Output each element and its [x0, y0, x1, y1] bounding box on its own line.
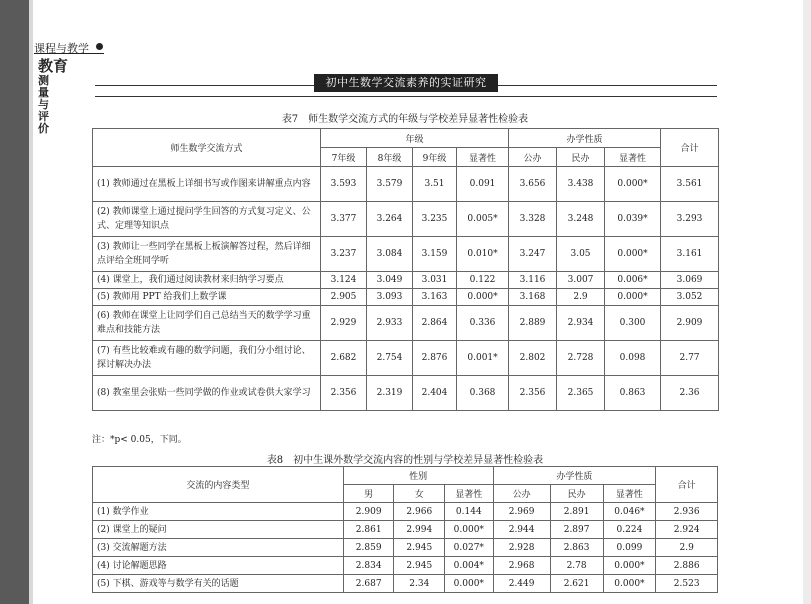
- table7-cell: 3.052: [661, 289, 719, 306]
- table7-cell: 3.293: [661, 202, 719, 237]
- table7-cell: 0.001*: [457, 341, 509, 376]
- table7-cell: 3.248: [557, 202, 605, 237]
- table7-cell: 2.319: [367, 376, 413, 411]
- table7-cell: 3.161: [661, 237, 719, 272]
- table7-cell: 0.300: [605, 306, 661, 341]
- table7-row: [93, 272, 719, 289]
- table8-cell: 2.897: [550, 521, 603, 539]
- table7-cell: 0.091: [457, 167, 509, 202]
- table7-cell: 2.356: [321, 376, 367, 411]
- table7-cell: 3.05: [557, 237, 605, 272]
- table8-subheader: 显著性: [603, 485, 656, 503]
- banner-underline: [95, 96, 717, 97]
- table7-cell: 3.438: [557, 167, 605, 202]
- table8-cell: 2.994: [394, 521, 445, 539]
- table8-cell: 2.523: [656, 575, 718, 593]
- table8-cell: 0.027*: [445, 539, 493, 557]
- table7-row-label: (6) 教师在课堂上让同学们自己总结当天的数学学习重难点和技能方法: [93, 306, 321, 341]
- table7-cell: 3.093: [367, 289, 413, 306]
- table8-gender-group: 性别: [343, 467, 493, 485]
- table7-subheader: 9年级: [413, 148, 457, 167]
- table7-cell: 3.007: [557, 272, 605, 289]
- table8-cell: 2.861: [343, 521, 394, 539]
- table7-cell: 3.377: [321, 202, 367, 237]
- table7-cell: 0.006*: [605, 272, 661, 289]
- table7-school-group: 办学性质: [509, 129, 661, 148]
- table7-caption: 表7 师生数学交流方式的年级与学校差异显著性检验表: [281, 114, 529, 125]
- article-banner: [95, 74, 717, 92]
- table7-note: 注：*p< 0.05，下同。: [92, 435, 187, 445]
- table7-row-label: (8) 教室里会张贴一些同学做的作业或试卷供大家学习: [93, 376, 321, 411]
- table8-total-header: 合计: [656, 467, 718, 503]
- table7-cell: 2.36: [661, 376, 719, 411]
- table8-main-header: 交流的内容类型: [93, 467, 344, 503]
- table7-row-label: (2) 教师课堂上通过提问学生回答的方式复习定义、公式、定理等知识点: [93, 202, 321, 237]
- table7-cell: 2.933: [367, 306, 413, 341]
- table7-cell: 0.000*: [605, 237, 661, 272]
- table8-cell: 2.891: [550, 503, 603, 521]
- table7-cell: 0.336: [457, 306, 509, 341]
- table7-cell: 2.682: [321, 341, 367, 376]
- table8-subheader: 女: [394, 485, 445, 503]
- table7-grade-group: 年级: [321, 129, 509, 148]
- table7-cell: 0.098: [605, 341, 661, 376]
- table7-row-label: (4) 课堂上，我们通过阅读教材来归纳学习要点: [93, 272, 321, 289]
- table8-cell: 0.000*: [445, 521, 493, 539]
- table8: [92, 466, 718, 593]
- table7-row: [93, 341, 719, 376]
- table8-cell: 2.945: [394, 557, 445, 575]
- table7-cell: 3.031: [413, 272, 457, 289]
- table8-cell: 0.144: [445, 503, 493, 521]
- table7-subheader: 7年级: [321, 148, 367, 167]
- table7-total-header: 合计: [661, 129, 719, 167]
- table8-subheader: 民办: [550, 485, 603, 503]
- table7-cell: 3.163: [413, 289, 457, 306]
- table8-cell: 2.969: [493, 503, 550, 521]
- table8-cell: 0.000*: [603, 557, 656, 575]
- running-header: 课程与教学: [34, 42, 89, 55]
- table8-cell: 0.046*: [603, 503, 656, 521]
- table8-cell: 2.886: [656, 557, 718, 575]
- table8-row-label: (3) 交流解题方法: [93, 539, 344, 557]
- viewer-right-gutter: [803, 0, 811, 604]
- table7-row: [93, 167, 719, 202]
- table8-cell: 2.863: [550, 539, 603, 557]
- table8-row: [93, 557, 718, 575]
- table7-cell: 3.069: [661, 272, 719, 289]
- table8-cell: 2.621: [550, 575, 603, 593]
- table7-cell: 3.235: [413, 202, 457, 237]
- table7-cell: 2.889: [509, 306, 557, 341]
- table7-cell: 0.039*: [605, 202, 661, 237]
- table8-cell: 2.936: [656, 503, 718, 521]
- table8-school-group: 办学性质: [493, 467, 656, 485]
- table8-cell: 2.966: [394, 503, 445, 521]
- article-title: 初中生数学交流素养的实证研究: [314, 74, 498, 92]
- table7-cell: 3.159: [413, 237, 457, 272]
- viewer-side-bar: [0, 0, 29, 604]
- table7-cell: 3.124: [321, 272, 367, 289]
- table7-row-label: (3) 教师让一些同学在黑板上板演解答过程，然后详细点评给全班同学听: [93, 237, 321, 272]
- table8-cell: 0.000*: [445, 575, 493, 593]
- table7-cell: 0.005*: [457, 202, 509, 237]
- table7-cell: 3.328: [509, 202, 557, 237]
- header-rule: [34, 53, 104, 54]
- table7-cell: 2.365: [557, 376, 605, 411]
- table7-cell: 3.247: [509, 237, 557, 272]
- table8-cell: 2.449: [493, 575, 550, 593]
- table8-cell: 2.968: [493, 557, 550, 575]
- table8-subheader: 公办: [493, 485, 550, 503]
- table8-row-label: (5) 下棋、游戏等与数学有关的话题: [93, 575, 344, 593]
- table7-cell: 0.000*: [457, 289, 509, 306]
- table7-cell: 2.754: [367, 341, 413, 376]
- table7-row: [93, 306, 719, 341]
- table7-cell: 2.77: [661, 341, 719, 376]
- table8-subheader: 显著性: [445, 485, 493, 503]
- table7-cell: 2.9: [557, 289, 605, 306]
- table8-cell: 0.000*: [603, 575, 656, 593]
- table7-cell: 3.593: [321, 167, 367, 202]
- table8-row: [93, 503, 718, 521]
- table7-cell: 3.579: [367, 167, 413, 202]
- table8-cell: 2.834: [343, 557, 394, 575]
- table8-row-label: (1) 数学作业: [93, 503, 344, 521]
- table8-row-label: (4) 讨论解题思路: [93, 557, 344, 575]
- table7-cell: 2.934: [557, 306, 605, 341]
- table7-cell: 2.802: [509, 341, 557, 376]
- table7-subheader: 显著性: [457, 148, 509, 167]
- table8-cell: 2.859: [343, 539, 394, 557]
- table7-row: [93, 289, 719, 306]
- table7-cell: 0.122: [457, 272, 509, 289]
- table7-cell: 2.864: [413, 306, 457, 341]
- table7-cell: 2.356: [509, 376, 557, 411]
- table8-row: [93, 539, 718, 557]
- table7-subheader: 显著性: [605, 148, 661, 167]
- table8-cell: 2.944: [493, 521, 550, 539]
- table7-cell: 3.51: [413, 167, 457, 202]
- table7-cell: 3.561: [661, 167, 719, 202]
- table8-cell: 0.224: [603, 521, 656, 539]
- table7-cell: 3.049: [367, 272, 413, 289]
- table8-cell: 2.945: [394, 539, 445, 557]
- table7-row: [93, 237, 719, 272]
- table7-cell: 0.863: [605, 376, 661, 411]
- table7-subheader: 民办: [557, 148, 605, 167]
- table7-cell: 2.929: [321, 306, 367, 341]
- table8-cell: 2.9: [656, 539, 718, 557]
- table8-cell: 2.34: [394, 575, 445, 593]
- table7-row-label: (7) 有些比较难或有趣的数学问题，我们分小组讨论、探讨解决办法: [93, 341, 321, 376]
- table7-cell: 0.010*: [457, 237, 509, 272]
- table8-cell: 2.928: [493, 539, 550, 557]
- journal-title-main: 教育: [38, 57, 69, 75]
- table8-subheader: 男: [343, 485, 394, 503]
- table7-subheader: 8年级: [367, 148, 413, 167]
- table8-caption: 表8 初中生课外数学交流内容的性别与学校差异显著性检验表: [266, 455, 544, 466]
- journal-side-title: [38, 58, 68, 135]
- table8-cell: 2.687: [343, 575, 394, 593]
- table7-cell: 3.264: [367, 202, 413, 237]
- page-edge: [29, 0, 33, 604]
- table7-cell: 0.368: [457, 376, 509, 411]
- table7-subheader: 公办: [509, 148, 557, 167]
- table7-cell: 3.168: [509, 289, 557, 306]
- table8-cell: 0.099: [603, 539, 656, 557]
- table7-cell: 3.237: [321, 237, 367, 272]
- table7-row-label: (1) 教师通过在黑板上详细书写或作图来讲解重点内容: [93, 167, 321, 202]
- table8-cell: 0.004*: [445, 557, 493, 575]
- table8-cell: 2.924: [656, 521, 718, 539]
- table8-cell: 2.909: [343, 503, 394, 521]
- table7-main-header: 师生数学交流方式: [93, 129, 321, 167]
- table7-cell: 2.876: [413, 341, 457, 376]
- table7-row: [93, 202, 719, 237]
- table8-row: [93, 575, 718, 593]
- table7-cell: 3.656: [509, 167, 557, 202]
- header-bullet-icon: [96, 43, 103, 50]
- table7-row-label: (5) 教师用 PPT 给我们上数学课: [93, 289, 321, 306]
- table7-cell: 0.000*: [605, 289, 661, 306]
- table8-row: [93, 521, 718, 539]
- table8-row-label: (2) 课堂上的疑问: [93, 521, 344, 539]
- table7-cell: 3.116: [509, 272, 557, 289]
- table7: [92, 128, 719, 411]
- table7-cell: 2.404: [413, 376, 457, 411]
- table7-cell: 2.728: [557, 341, 605, 376]
- table7-row: [93, 376, 719, 411]
- table7-cell: 2.909: [661, 306, 719, 341]
- table7-cell: 2.905: [321, 289, 367, 306]
- journal-title-sub: 测量与评价: [38, 74, 49, 135]
- table7-cell: 3.084: [367, 237, 413, 272]
- table7-cell: 0.000*: [605, 167, 661, 202]
- table8-cell: 2.78: [550, 557, 603, 575]
